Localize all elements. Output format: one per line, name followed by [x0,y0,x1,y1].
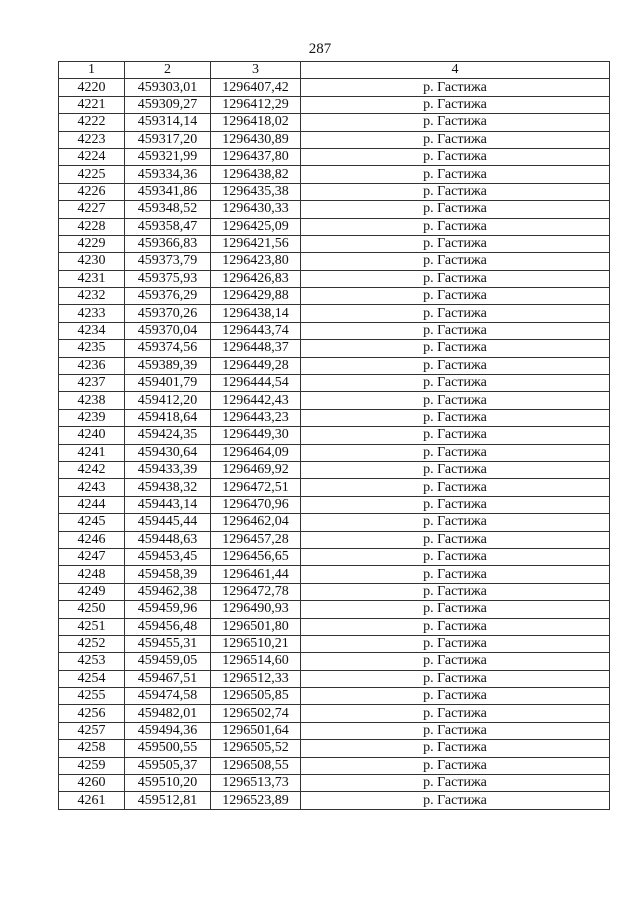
point-number-cell: 4245 [59,514,125,531]
x-coordinate-cell: 459510,20 [125,775,211,792]
x-coordinate-cell: 459445,44 [125,514,211,531]
y-coordinate-cell: 1296444,54 [211,375,301,392]
table-row [59,183,610,200]
object-name-cell: р. Гастижа [301,322,610,339]
y-coordinate-cell: 1296438,14 [211,305,301,322]
object-name-cell: р. Гастижа [301,288,610,305]
x-coordinate-cell: 459341,86 [125,183,211,200]
y-coordinate-cell: 1296430,89 [211,131,301,148]
x-coordinate-cell: 459314,14 [125,114,211,131]
point-number-cell: 4226 [59,183,125,200]
x-coordinate-cell: 459430,64 [125,444,211,461]
table-row [59,288,610,305]
y-coordinate-cell: 1296418,02 [211,114,301,131]
table-row [59,566,610,583]
table-row [59,305,610,322]
y-coordinate-cell: 1296425,09 [211,218,301,235]
object-name-cell: р. Гастижа [301,514,610,531]
y-coordinate-cell: 1296505,85 [211,688,301,705]
x-coordinate-cell: 459334,36 [125,166,211,183]
point-number-cell: 4258 [59,740,125,757]
object-name-cell: р. Гастижа [301,653,610,670]
point-number-cell: 4250 [59,601,125,618]
table-row [59,601,610,618]
object-name-cell: р. Гастижа [301,548,610,565]
point-number-cell: 4224 [59,148,125,165]
x-coordinate-cell: 459500,55 [125,740,211,757]
y-coordinate-cell: 1296508,55 [211,757,301,774]
object-name-cell: р. Гастижа [301,461,610,478]
point-number-cell: 4246 [59,531,125,548]
table-row [59,96,610,113]
point-number-cell: 4255 [59,688,125,705]
object-name-cell: р. Гастижа [301,235,610,252]
point-number-cell: 4222 [59,114,125,131]
x-coordinate-cell: 459455,31 [125,635,211,652]
point-number-cell: 4237 [59,375,125,392]
object-name-cell: р. Гастижа [301,635,610,652]
object-name-cell: р. Гастижа [301,270,610,287]
point-number-cell: 4254 [59,670,125,687]
x-coordinate-cell: 459458,39 [125,566,211,583]
x-coordinate-cell: 459309,27 [125,96,211,113]
object-name-cell: р. Гастижа [301,166,610,183]
object-name-cell: р. Гастижа [301,479,610,496]
y-coordinate-cell: 1296443,23 [211,409,301,426]
y-coordinate-cell: 1296470,96 [211,496,301,513]
table-row [59,166,610,183]
object-name-cell: р. Гастижа [301,757,610,774]
point-number-cell: 4233 [59,305,125,322]
object-name-cell: р. Гастижа [301,427,610,444]
point-number-cell: 4232 [59,288,125,305]
object-name-cell: р. Гастижа [301,114,610,131]
table-row [59,201,610,218]
x-coordinate-cell: 459418,64 [125,409,211,426]
x-coordinate-cell: 459373,79 [125,253,211,270]
object-name-cell: р. Гастижа [301,305,610,322]
object-name-cell: р. Гастижа [301,775,610,792]
point-number-cell: 4240 [59,427,125,444]
column-header-2: 2 [125,62,211,79]
x-coordinate-cell: 459424,35 [125,427,211,444]
y-coordinate-cell: 1296435,38 [211,183,301,200]
y-coordinate-cell: 1296430,33 [211,201,301,218]
x-coordinate-cell: 459375,93 [125,270,211,287]
x-coordinate-cell: 459459,05 [125,653,211,670]
point-number-cell: 4248 [59,566,125,583]
y-coordinate-cell: 1296469,92 [211,461,301,478]
object-name-cell: р. Гастижа [301,148,610,165]
table-row [59,479,610,496]
x-coordinate-cell: 459512,81 [125,792,211,809]
object-name-cell: р. Гастижа [301,444,610,461]
table-row [59,496,610,513]
x-coordinate-cell: 459401,79 [125,375,211,392]
x-coordinate-cell: 459467,51 [125,670,211,687]
point-number-cell: 4249 [59,583,125,600]
y-coordinate-cell: 1296464,09 [211,444,301,461]
x-coordinate-cell: 459494,36 [125,722,211,739]
y-coordinate-cell: 1296421,56 [211,235,301,252]
x-coordinate-cell: 459317,20 [125,131,211,148]
point-number-cell: 4239 [59,409,125,426]
y-coordinate-cell: 1296462,04 [211,514,301,531]
x-coordinate-cell: 459443,14 [125,496,211,513]
table-row [59,392,610,409]
point-number-cell: 4252 [59,635,125,652]
x-coordinate-cell: 459482,01 [125,705,211,722]
point-number-cell: 4238 [59,392,125,409]
table-row [59,131,610,148]
table-row [59,357,610,374]
object-name-cell: р. Гастижа [301,201,610,218]
y-coordinate-cell: 1296512,33 [211,670,301,687]
object-name-cell: р. Гастижа [301,375,610,392]
y-coordinate-cell: 1296443,74 [211,322,301,339]
point-number-cell: 4241 [59,444,125,461]
object-name-cell: р. Гастижа [301,340,610,357]
x-coordinate-cell: 459366,83 [125,235,211,252]
x-coordinate-cell: 459374,56 [125,340,211,357]
point-number-cell: 4223 [59,131,125,148]
object-name-cell: р. Гастижа [301,601,610,618]
table-header-row [59,62,610,79]
y-coordinate-cell: 1296412,29 [211,96,301,113]
x-coordinate-cell: 459303,01 [125,79,211,96]
x-coordinate-cell: 459389,39 [125,357,211,374]
table-row [59,705,610,722]
x-coordinate-cell: 459456,48 [125,618,211,635]
y-coordinate-cell: 1296426,83 [211,270,301,287]
point-number-cell: 4220 [59,79,125,96]
table-row [59,235,610,252]
y-coordinate-cell: 1296502,74 [211,705,301,722]
table-row [59,114,610,131]
point-number-cell: 4236 [59,357,125,374]
y-coordinate-cell: 1296461,44 [211,566,301,583]
object-name-cell: р. Гастижа [301,131,610,148]
object-name-cell: р. Гастижа [301,583,610,600]
y-coordinate-cell: 1296449,30 [211,427,301,444]
table-row [59,409,610,426]
object-name-cell: р. Гастижа [301,722,610,739]
object-name-cell: р. Гастижа [301,566,610,583]
x-coordinate-cell: 459376,29 [125,288,211,305]
x-coordinate-cell: 459433,39 [125,461,211,478]
x-coordinate-cell: 459321,99 [125,148,211,165]
x-coordinate-cell: 459462,38 [125,583,211,600]
table-row [59,253,610,270]
object-name-cell: р. Гастижа [301,357,610,374]
object-name-cell: р. Гастижа [301,740,610,757]
table-row [59,79,610,96]
x-coordinate-cell: 459459,96 [125,601,211,618]
point-number-cell: 4242 [59,461,125,478]
y-coordinate-cell: 1296448,37 [211,340,301,357]
x-coordinate-cell: 459370,26 [125,305,211,322]
y-coordinate-cell: 1296449,28 [211,357,301,374]
table-row [59,775,610,792]
point-number-cell: 4256 [59,705,125,722]
table-row [59,583,610,600]
object-name-cell: р. Гастижа [301,79,610,96]
y-coordinate-cell: 1296490,93 [211,601,301,618]
x-coordinate-cell: 459474,58 [125,688,211,705]
point-number-cell: 4260 [59,775,125,792]
table-row [59,375,610,392]
point-number-cell: 4228 [59,218,125,235]
table-row [59,148,610,165]
y-coordinate-cell: 1296437,80 [211,148,301,165]
object-name-cell: р. Гастижа [301,670,610,687]
y-coordinate-cell: 1296505,52 [211,740,301,757]
table-row [59,322,610,339]
point-number-cell: 4229 [59,235,125,252]
y-coordinate-cell: 1296407,42 [211,79,301,96]
table-row [59,218,610,235]
point-number-cell: 4244 [59,496,125,513]
point-number-cell: 4259 [59,757,125,774]
object-name-cell: р. Гастижа [301,792,610,809]
y-coordinate-cell: 1296457,28 [211,531,301,548]
point-number-cell: 4221 [59,96,125,113]
point-number-cell: 4227 [59,201,125,218]
x-coordinate-cell: 459453,45 [125,548,211,565]
table-row [59,340,610,357]
y-coordinate-cell: 1296472,51 [211,479,301,496]
point-number-cell: 4251 [59,618,125,635]
column-header-3: 3 [211,62,301,79]
column-header-4: 4 [301,62,610,79]
point-number-cell: 4234 [59,322,125,339]
x-coordinate-cell: 459438,32 [125,479,211,496]
table-body [59,79,610,809]
object-name-cell: р. Гастижа [301,496,610,513]
y-coordinate-cell: 1296438,82 [211,166,301,183]
column-header-1: 1 [59,62,125,79]
point-number-cell: 4253 [59,653,125,670]
y-coordinate-cell: 1296423,80 [211,253,301,270]
object-name-cell: р. Гастижа [301,218,610,235]
table-row [59,618,610,635]
x-coordinate-cell: 459448,63 [125,531,211,548]
object-name-cell: р. Гастижа [301,705,610,722]
table-row [59,531,610,548]
table-row [59,444,610,461]
y-coordinate-cell: 1296514,60 [211,653,301,670]
object-name-cell: р. Гастижа [301,688,610,705]
object-name-cell: р. Гастижа [301,392,610,409]
x-coordinate-cell: 459370,04 [125,322,211,339]
point-number-cell: 4247 [59,548,125,565]
x-coordinate-cell: 459505,37 [125,757,211,774]
y-coordinate-cell: 1296501,64 [211,722,301,739]
table-row [59,722,610,739]
y-coordinate-cell: 1296442,43 [211,392,301,409]
table-row [59,461,610,478]
table-row [59,792,610,809]
point-number-cell: 4243 [59,479,125,496]
y-coordinate-cell: 1296472,78 [211,583,301,600]
object-name-cell: р. Гастижа [301,253,610,270]
x-coordinate-cell: 459348,52 [125,201,211,218]
table-row [59,740,610,757]
table-row [59,670,610,687]
table-row [59,688,610,705]
table-row [59,653,610,670]
point-number-cell: 4225 [59,166,125,183]
table-row [59,548,610,565]
table-row [59,514,610,531]
x-coordinate-cell: 459412,20 [125,392,211,409]
y-coordinate-cell: 1296501,80 [211,618,301,635]
page-number: 287 [308,41,332,57]
y-coordinate-cell: 1296513,73 [211,775,301,792]
y-coordinate-cell: 1296523,89 [211,792,301,809]
object-name-cell: р. Гастижа [301,531,610,548]
y-coordinate-cell: 1296429,88 [211,288,301,305]
x-coordinate-cell: 459358,47 [125,218,211,235]
point-number-cell: 4235 [59,340,125,357]
object-name-cell: р. Гастижа [301,183,610,200]
table-row [59,270,610,287]
object-name-cell: р. Гастижа [301,618,610,635]
table-row [59,757,610,774]
table-row [59,635,610,652]
object-name-cell: р. Гастижа [301,409,610,426]
table-row [59,427,610,444]
point-number-cell: 4231 [59,270,125,287]
point-number-cell: 4230 [59,253,125,270]
point-number-cell: 4257 [59,722,125,739]
point-number-cell: 4261 [59,792,125,809]
y-coordinate-cell: 1296510,21 [211,635,301,652]
coordinates-table [58,61,610,810]
y-coordinate-cell: 1296456,65 [211,548,301,565]
object-name-cell: р. Гастижа [301,96,610,113]
